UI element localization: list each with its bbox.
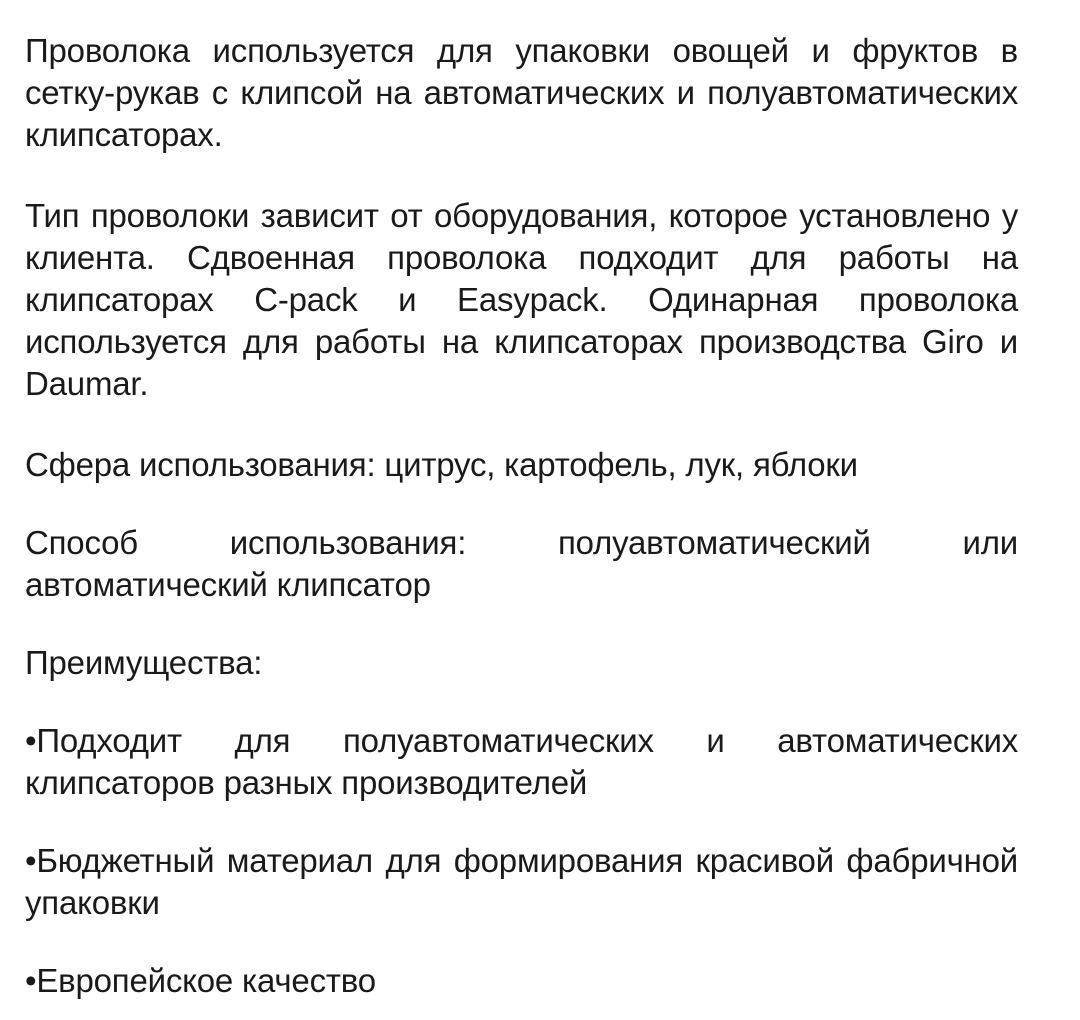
- advantage-item: •Бюджетный материал для формирования красивой фабричной упаковки: [25, 842, 1018, 921]
- advantage-item: •Подходит для полуавтоматических и автоматических клипсаторов разных производителей: [25, 722, 1018, 801]
- paragraph-usage-method: Способ использования: полуавтоматический или автоматический клипсатор: [25, 524, 1018, 603]
- paragraph-advantages-heading: Преимущества:: [25, 644, 263, 681]
- article-body: [25, 30, 1018, 1002]
- paragraph-wire-type: Тип проволоки зависит от оборудования, которое установлено у клиента. Сдвоенная проволока подходит для работы на клипсаторах C-pack и Easypack. Одинарная проволока используется для работы на клипсаторах производства Giro и Daumar.: [25, 197, 1018, 402]
- paragraph-purpose: Проволока используется для упаковки овощей и фруктов в сетку-рукав с клипсой на автоматических и полуавтоматических клипсаторах.: [25, 32, 1018, 153]
- advantage-item: •Европейское качество: [25, 962, 376, 999]
- paragraph-usage-scope: Сфера использования: цитрус, картофель, лук, яблоки: [25, 446, 858, 483]
